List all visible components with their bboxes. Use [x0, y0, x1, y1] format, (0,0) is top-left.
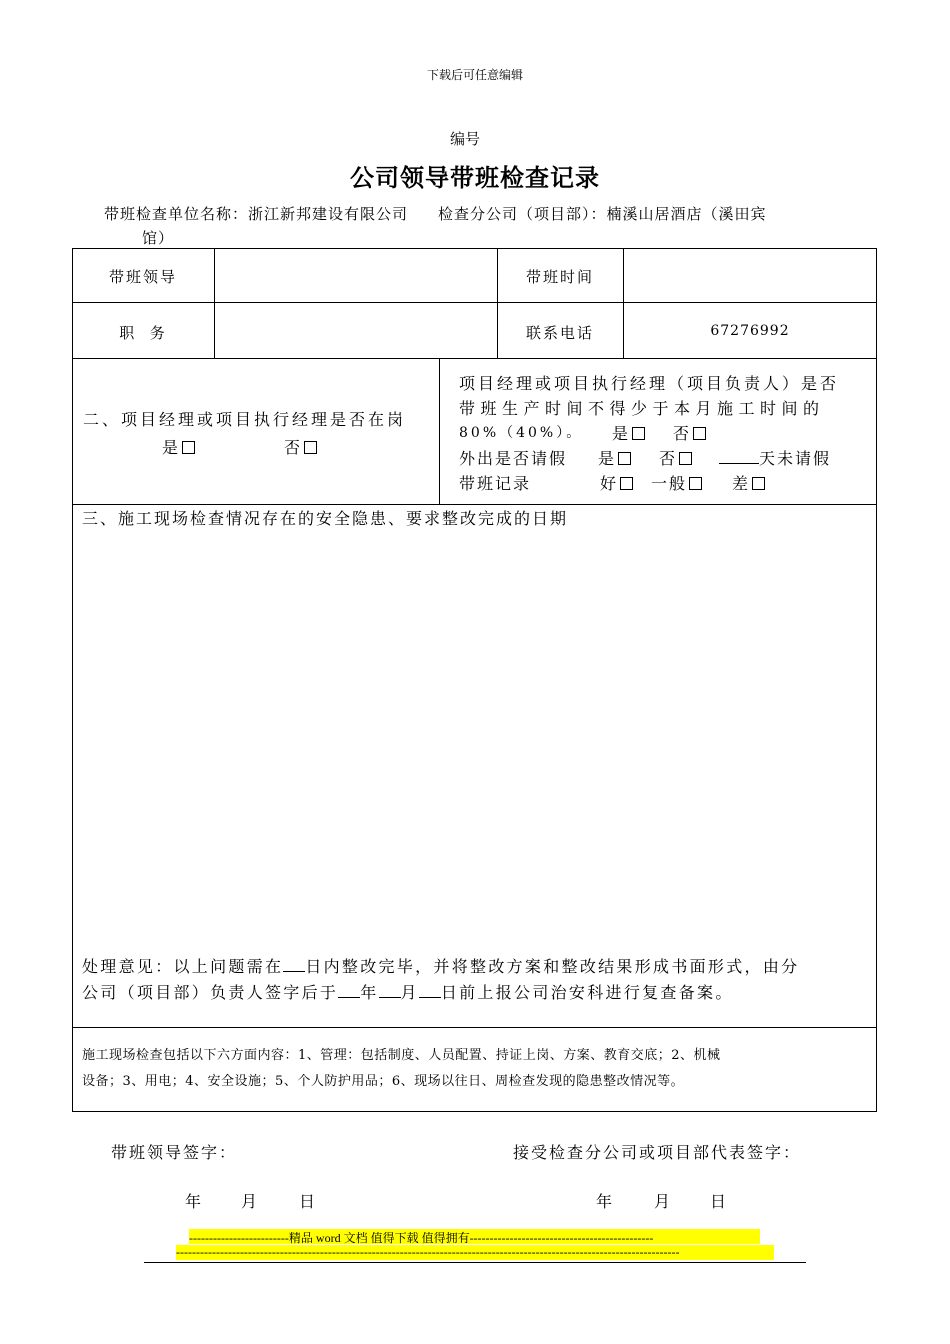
day-blank[interactable] — [419, 981, 441, 998]
yes-checkbox[interactable] — [632, 427, 645, 440]
handling-opinion-line1 — [82, 954, 799, 979]
handling-part1: 处理意见：以上问题需在 — [82, 957, 284, 976]
section2-left-no-option[interactable] — [284, 435, 317, 458]
yes-label: 是 — [598, 449, 617, 468]
good-checkbox[interactable] — [620, 477, 633, 490]
handling-month: 月 — [400, 983, 419, 1002]
leader-date-year: 年 — [185, 1192, 204, 1211]
no-checkbox[interactable] — [304, 441, 317, 454]
leave-days-suffix: 天未请假 — [759, 449, 832, 468]
receiver-signature-label: 接受检查分公司或项目部代表签字： — [513, 1143, 802, 1162]
yes-label: 是 — [612, 424, 631, 443]
section2-right-line3: 80%（40%）。 — [459, 425, 584, 441]
normal-label: 一般 — [651, 474, 688, 493]
note-line1: 施工现场检查包括以下六方面内容：1、管理：包括制度、人员配置、持证上岗、方案、教育交底；2、机械 — [82, 1048, 721, 1063]
receiver-date-month: 月 — [654, 1192, 673, 1211]
handling-opinion-line2 — [82, 980, 734, 1005]
company-name: 带班检查单位名称：浙江新邦建设有限公司 — [104, 205, 409, 223]
normal-checkbox[interactable] — [689, 477, 702, 490]
footer-divider — [144, 1262, 806, 1263]
phone-value: 67276992 — [710, 323, 790, 339]
leader-date-month: 月 — [241, 1192, 260, 1211]
handling-part3: 公司（项目部）负责人签字后于 — [82, 983, 339, 1002]
leave-no-option[interactable] — [659, 446, 692, 469]
phone-label: 联系电话 — [525, 324, 594, 342]
no-label: 否 — [673, 424, 692, 443]
record-poor-option[interactable] — [732, 471, 765, 494]
record-normal-option[interactable] — [651, 471, 702, 494]
footer-banner-line1: -------------------------精品 word 文档 值得下载 值得拥有---------------------------------------------- — [189, 1229, 760, 1244]
time-label: 带班时间 — [525, 268, 594, 286]
handling-part2: 日内整改完毕，并将整改方案和整改结果形成书面形式，由分 — [305, 957, 800, 976]
leave-label: 外出是否请假 — [459, 449, 568, 468]
yes-checkbox[interactable] — [182, 441, 195, 454]
no-checkbox[interactable] — [693, 427, 706, 440]
record-label: 带班记录 — [459, 474, 532, 493]
handling-part4: 日前上报公司治安科进行复查备案。 — [440, 983, 734, 1002]
yes-checkbox[interactable] — [618, 452, 631, 465]
record-good-option[interactable] — [600, 471, 633, 494]
section2-right-no-option[interactable] — [673, 421, 706, 444]
leader-signature-label: 带班领导签字： — [111, 1143, 238, 1162]
section2-left-question: 二、项目经理或项目执行经理是否在岗 — [83, 410, 407, 429]
poor-label: 差 — [732, 474, 751, 493]
handling-year: 年 — [360, 983, 379, 1002]
branch-name: 检查分公司（项目部）：楠溪山居酒店（溪田宾 — [438, 205, 767, 223]
no-label: 否 — [284, 438, 303, 457]
receiver-date-day: 日 — [710, 1192, 729, 1211]
section2-right-yes-option[interactable] — [612, 421, 645, 444]
unit-info-line — [104, 203, 767, 224]
section2-left-yes-option[interactable] — [162, 435, 195, 458]
leader-label: 带班领导 — [108, 268, 177, 286]
leader-date-day: 日 — [299, 1192, 318, 1211]
poor-checkbox[interactable] — [752, 477, 765, 490]
month-blank[interactable] — [379, 981, 401, 998]
leave-yes-option[interactable] — [598, 446, 631, 469]
no-checkbox[interactable] — [679, 452, 692, 465]
page-title: 公司领导带班检查记录 — [350, 163, 600, 192]
days-blank[interactable] — [283, 955, 305, 972]
leave-days-blank[interactable] — [719, 447, 759, 464]
good-label: 好 — [600, 474, 619, 493]
header-note: 下载后可任意编辑 — [426, 68, 523, 82]
branch-name-wrap: 馆） — [142, 229, 175, 247]
section3-title: 三、施工现场检查情况存在的安全隐患、要求整改完成的日期 — [82, 509, 569, 528]
section2-right-line2: 带班生产时间不得少于本月施工时间的 — [459, 399, 825, 418]
receiver-date-year: 年 — [596, 1192, 615, 1211]
year-blank[interactable] — [338, 981, 360, 998]
serial-number-label: 编号 — [449, 130, 480, 148]
section2-right-line1: 项目经理或项目执行经理（项目负责人）是否 — [459, 374, 840, 393]
position-label: 职 务 — [119, 324, 167, 342]
footer-banner-line2: ------------------------------------------------------------------------------------------------------------------------------ — [176, 1245, 774, 1260]
section3-content-area[interactable] — [82, 532, 868, 942]
leave-days-field[interactable] — [719, 446, 831, 469]
yes-label: 是 — [162, 438, 181, 457]
no-label: 否 — [659, 449, 678, 468]
note-line2: 设备；3、用电；4、安全设施；5、个人防护用品；6、现场以往日、周检查发现的隐患整改情况等。 — [82, 1074, 685, 1089]
